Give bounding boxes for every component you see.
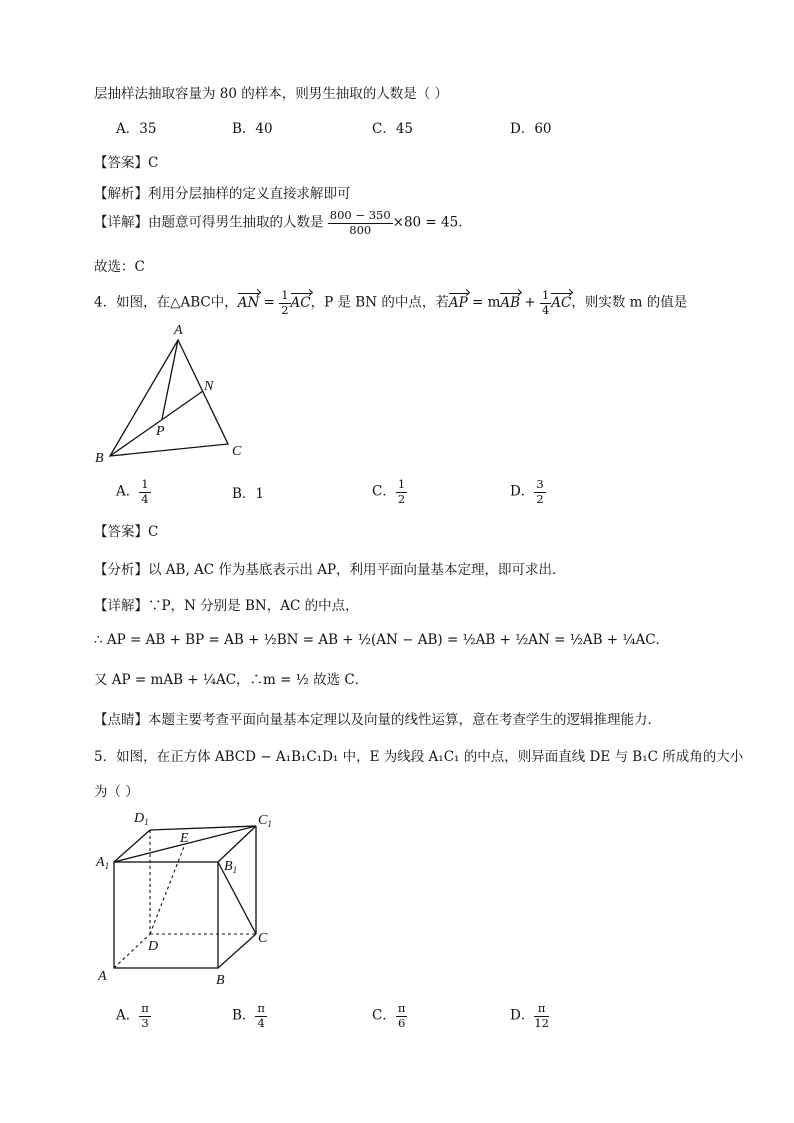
- option-prefix: A．: [116, 1007, 140, 1024]
- q3-stem: 层抽样法抽取容量为 80 的样本，则男生抽取的人数是（ ）: [94, 86, 449, 102]
- q4-dianjing-line: [94, 708, 661, 728]
- fraction-denominator: 2: [397, 491, 406, 506]
- q3-option-a: A．35: [116, 121, 157, 137]
- analysis-text: 利用分层抽样的定义直接求解即可: [148, 186, 351, 202]
- q4-detail-line-1: [94, 594, 359, 614]
- fraction-numerator: 1: [281, 288, 289, 302]
- q3-conclusion: 故选：C: [94, 259, 145, 275]
- detail-text: ∵P，N 分别是 BN，AC 的中点，: [148, 598, 359, 614]
- vector-an: AN: [237, 294, 260, 311]
- fraction-denominator: 4: [541, 302, 550, 317]
- q5-option-c: [372, 1003, 407, 1029]
- point-n-label: N: [204, 379, 214, 394]
- plus-sign: +: [520, 294, 540, 311]
- q4-stem: [94, 290, 687, 316]
- q5-option-a: [116, 1003, 151, 1029]
- vertex-b-label: B: [95, 451, 104, 466]
- fraction-numerator: 3: [536, 477, 544, 491]
- fraction-numerator: π: [141, 1001, 149, 1015]
- q3-option-b: B．40: [232, 121, 273, 137]
- vertex-d1-label: $D_1$: [134, 811, 149, 827]
- option-prefix: C．: [372, 483, 396, 500]
- q4-stem-part: 4．如图，在△ABC中，: [94, 294, 238, 311]
- q5-option-b: [232, 1003, 267, 1029]
- q3-analysis-line: [94, 182, 351, 202]
- fraction-denominator: 12: [534, 1015, 549, 1030]
- option-prefix: D．: [510, 1007, 535, 1024]
- vector-ab: AB: [500, 294, 521, 311]
- segment-ap: [162, 340, 178, 419]
- q3-option-d: D．60: [510, 121, 552, 137]
- q4-detail-line-3: 又 AP = mAB + ¼AC，∴m = ½ 故选 C．: [94, 672, 369, 688]
- option-fraction: [534, 1003, 549, 1029]
- dianjing-tag: 【点睛】: [94, 712, 148, 728]
- dianjing-text: 本题主要考查平面向量基本定理以及向量的线性运算，意在考查学生的逻辑推理能力．: [148, 712, 661, 728]
- q4-option-a: [116, 479, 151, 505]
- cube-figure: [90, 806, 290, 991]
- fraction-denominator: 4: [141, 491, 149, 506]
- option-fraction: [396, 479, 407, 505]
- answer-value: C: [148, 524, 159, 540]
- fraction-half: [279, 290, 290, 316]
- cube-front-face: [114, 862, 218, 968]
- option-fraction: [396, 1003, 408, 1029]
- option-prefix: D．: [510, 483, 535, 500]
- fenxi-tag: 【分析】: [94, 562, 148, 578]
- vertex-a1-label: $A_1$: [96, 855, 110, 871]
- hidden-segment-de: [150, 844, 185, 934]
- vertex-b1-label: $B_1$: [224, 859, 238, 875]
- q3-answer-line: [94, 151, 158, 171]
- fraction-denominator: 3: [141, 1015, 149, 1030]
- option-fraction: [139, 479, 150, 505]
- fraction-quarter: [540, 290, 551, 316]
- answer-tag: 【答案】: [94, 155, 148, 171]
- fraction-denominator: 4: [257, 1015, 265, 1030]
- vertex-c-label: C: [258, 931, 268, 946]
- fraction-numerator: 800 − 350: [329, 208, 391, 222]
- q5-option-d: [510, 1003, 549, 1029]
- fraction-numerator: 1: [141, 477, 149, 491]
- q4-stem-part: ，P 是 BN 的中点，若: [310, 294, 449, 311]
- option-prefix: A．: [116, 483, 140, 500]
- edge-bc: [218, 934, 256, 968]
- point-e-label: E: [180, 831, 189, 846]
- fraction-denominator: 6: [397, 1015, 406, 1030]
- q5-stem-line-2: 为（ ）: [94, 784, 139, 800]
- option-prefix: C．: [372, 1007, 396, 1024]
- vertex-d-label: D: [148, 939, 159, 954]
- fraction-numerator: π: [534, 1003, 549, 1017]
- fraction-denominator: 2: [536, 491, 544, 506]
- vertex-a-label: A: [98, 969, 107, 984]
- answer-tag: 【答案】: [94, 524, 148, 540]
- q4-stem-part: = m: [467, 294, 501, 311]
- option-prefix: B．: [232, 1007, 256, 1024]
- detail-tag: 【详解】: [94, 214, 148, 231]
- q4-option-c: [372, 479, 407, 505]
- vector-ac: AC: [290, 294, 311, 311]
- fraction-numerator: 1: [397, 477, 406, 491]
- fraction-numerator: π: [257, 1001, 265, 1015]
- triangle-abc: [110, 340, 228, 456]
- detail-result: ×80 = 45．: [392, 214, 472, 231]
- q4-option-b: B．1: [232, 486, 265, 502]
- option-fraction: [534, 479, 545, 505]
- equals-sign: =: [259, 294, 280, 311]
- fraction-numerator: 1: [541, 288, 550, 302]
- q4-fenxi-line: [94, 558, 566, 578]
- option-fraction: [255, 1003, 267, 1029]
- vector-ac: AC: [551, 294, 572, 311]
- q3-option-c: C．45: [372, 121, 414, 137]
- analysis-tag: 【解析】: [94, 186, 148, 202]
- detail-tag: 【详解】: [94, 598, 148, 614]
- point-p-label: P: [156, 424, 165, 439]
- vector-ap: AP: [448, 294, 468, 311]
- detail-text: 由题意可得男生抽取的人数是: [148, 214, 324, 231]
- fenxi-text: 以 AB, AC 作为基底表示出 AP，利用平面向量基本定理，即可求出．: [148, 562, 566, 578]
- q4-detail-line-2: ∴ AP = AB + BP = AB + ½BN = AB + ½(AN − AB) = ½AB + ½AN = ½AB + ¼AC．: [94, 632, 670, 648]
- q3-detail-line: [94, 210, 472, 236]
- vertex-b-label: B: [216, 973, 225, 988]
- fraction: [328, 210, 393, 236]
- vertex-c-label: C: [232, 444, 242, 459]
- vertex-a-label: A: [174, 323, 183, 338]
- q4-answer-line: [94, 520, 158, 540]
- fraction-numerator: π: [397, 1001, 406, 1015]
- q4-option-d: [510, 479, 546, 505]
- q4-stem-part: ，则实数 m 的值是: [571, 294, 688, 311]
- hidden-edge-ad: [114, 934, 150, 968]
- fraction-denominator: 2: [281, 302, 289, 317]
- option-fraction: [139, 1003, 151, 1029]
- fraction-denominator: 800: [349, 222, 372, 237]
- vertex-c1-label: $C_1$: [258, 813, 272, 829]
- answer-value: C: [148, 155, 159, 171]
- q5-stem-line-1: 5．如图，在正方体 ABCD − A₁B₁C₁D₁ 中，E 为线段 A₁C₁ 的中点，则异面直线 DE 与 B₁C 所成角的大小: [94, 749, 744, 765]
- triangle-figure: [90, 318, 260, 470]
